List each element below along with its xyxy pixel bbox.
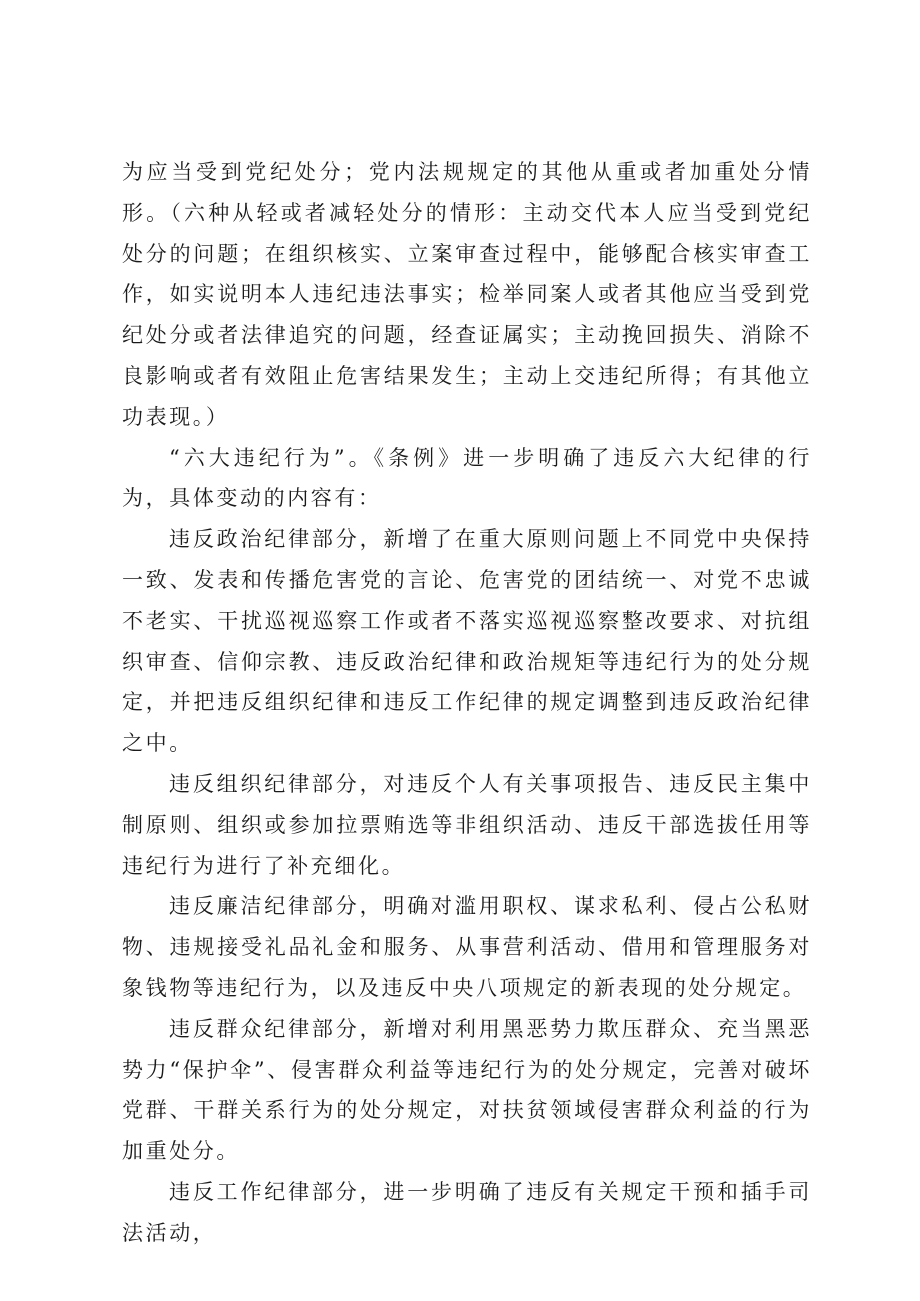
- paragraph-six-violations-intro: “六大违纪行为”。《条例》进一步明确了违反六大纪律的行为，具体变动的内容有：: [122, 445, 812, 511]
- paragraph-mass-discipline: 违反群众纪律部分，新增对利用黑恶势力欺压群众、充当黑恶势力“保护伞”、侵害群众利益等违纪行为的处分规定，完善对破坏党群、干群关系行为的处分规定，对扶贫领域侵害群众利益的行为加重处分。: [122, 1016, 812, 1164]
- paragraph-integrity-discipline: 违反廉洁纪律部分，明确对滥用职权、谋求私利、侵占公私财物、违规接受礼品礼金和服务、从事营利活动、借用和管理服务对象钱物等违纪行为，以及违反中央八项规定的新表现的处分规定。: [122, 894, 812, 1000]
- document-page: [122, 152, 812, 1254]
- paragraph-political-discipline: 违反政治纪律部分，新增了在重大原则问题上不同党中央保持一致、发表和传播危害党的言论、危害党的团结统一、对党不忠诚不老实、干扰巡视巡察工作或者不落实巡视巡察整改要求、对抗组织审查、信仰宗教、违反政治纪律和政治规矩等违纪行为的处分规定，并把违反组织纪律和违反工作纪律的规定调整到违反政治纪律之中。: [122, 527, 812, 756]
- paragraph-continued-aggravating-mitigating: 为应当受到党纪处分；党内法规规定的其他从重或者加重处分情形。（六种从轻或者减轻处分的情形：主动交代本人应当受到党纪处分的问题；在组织核实、立案审查过程中，能够配合核实审查工作，如实说明本人违纪违法事实；检举同案人或者其他应当受到党纪处分或者法律追究的问题，经查证属实；主动挽回损失、消除不良影响或者有效阻止危害结果发生；主动上交违纪所得；有其他立功表现。）: [122, 160, 812, 429]
- paragraph-organizational-discipline: 违反组织纪律部分，对违反个人有关事项报告、违反民主集中制原则、组织或参加拉票贿选等非组织活动、违反干部选拔任用等违纪行为进行了补充细化。: [122, 771, 812, 878]
- paragraph-work-discipline: 违反工作纪律部分，进一步明确了违反有关规定干预和插手司法活动，: [122, 1179, 812, 1245]
